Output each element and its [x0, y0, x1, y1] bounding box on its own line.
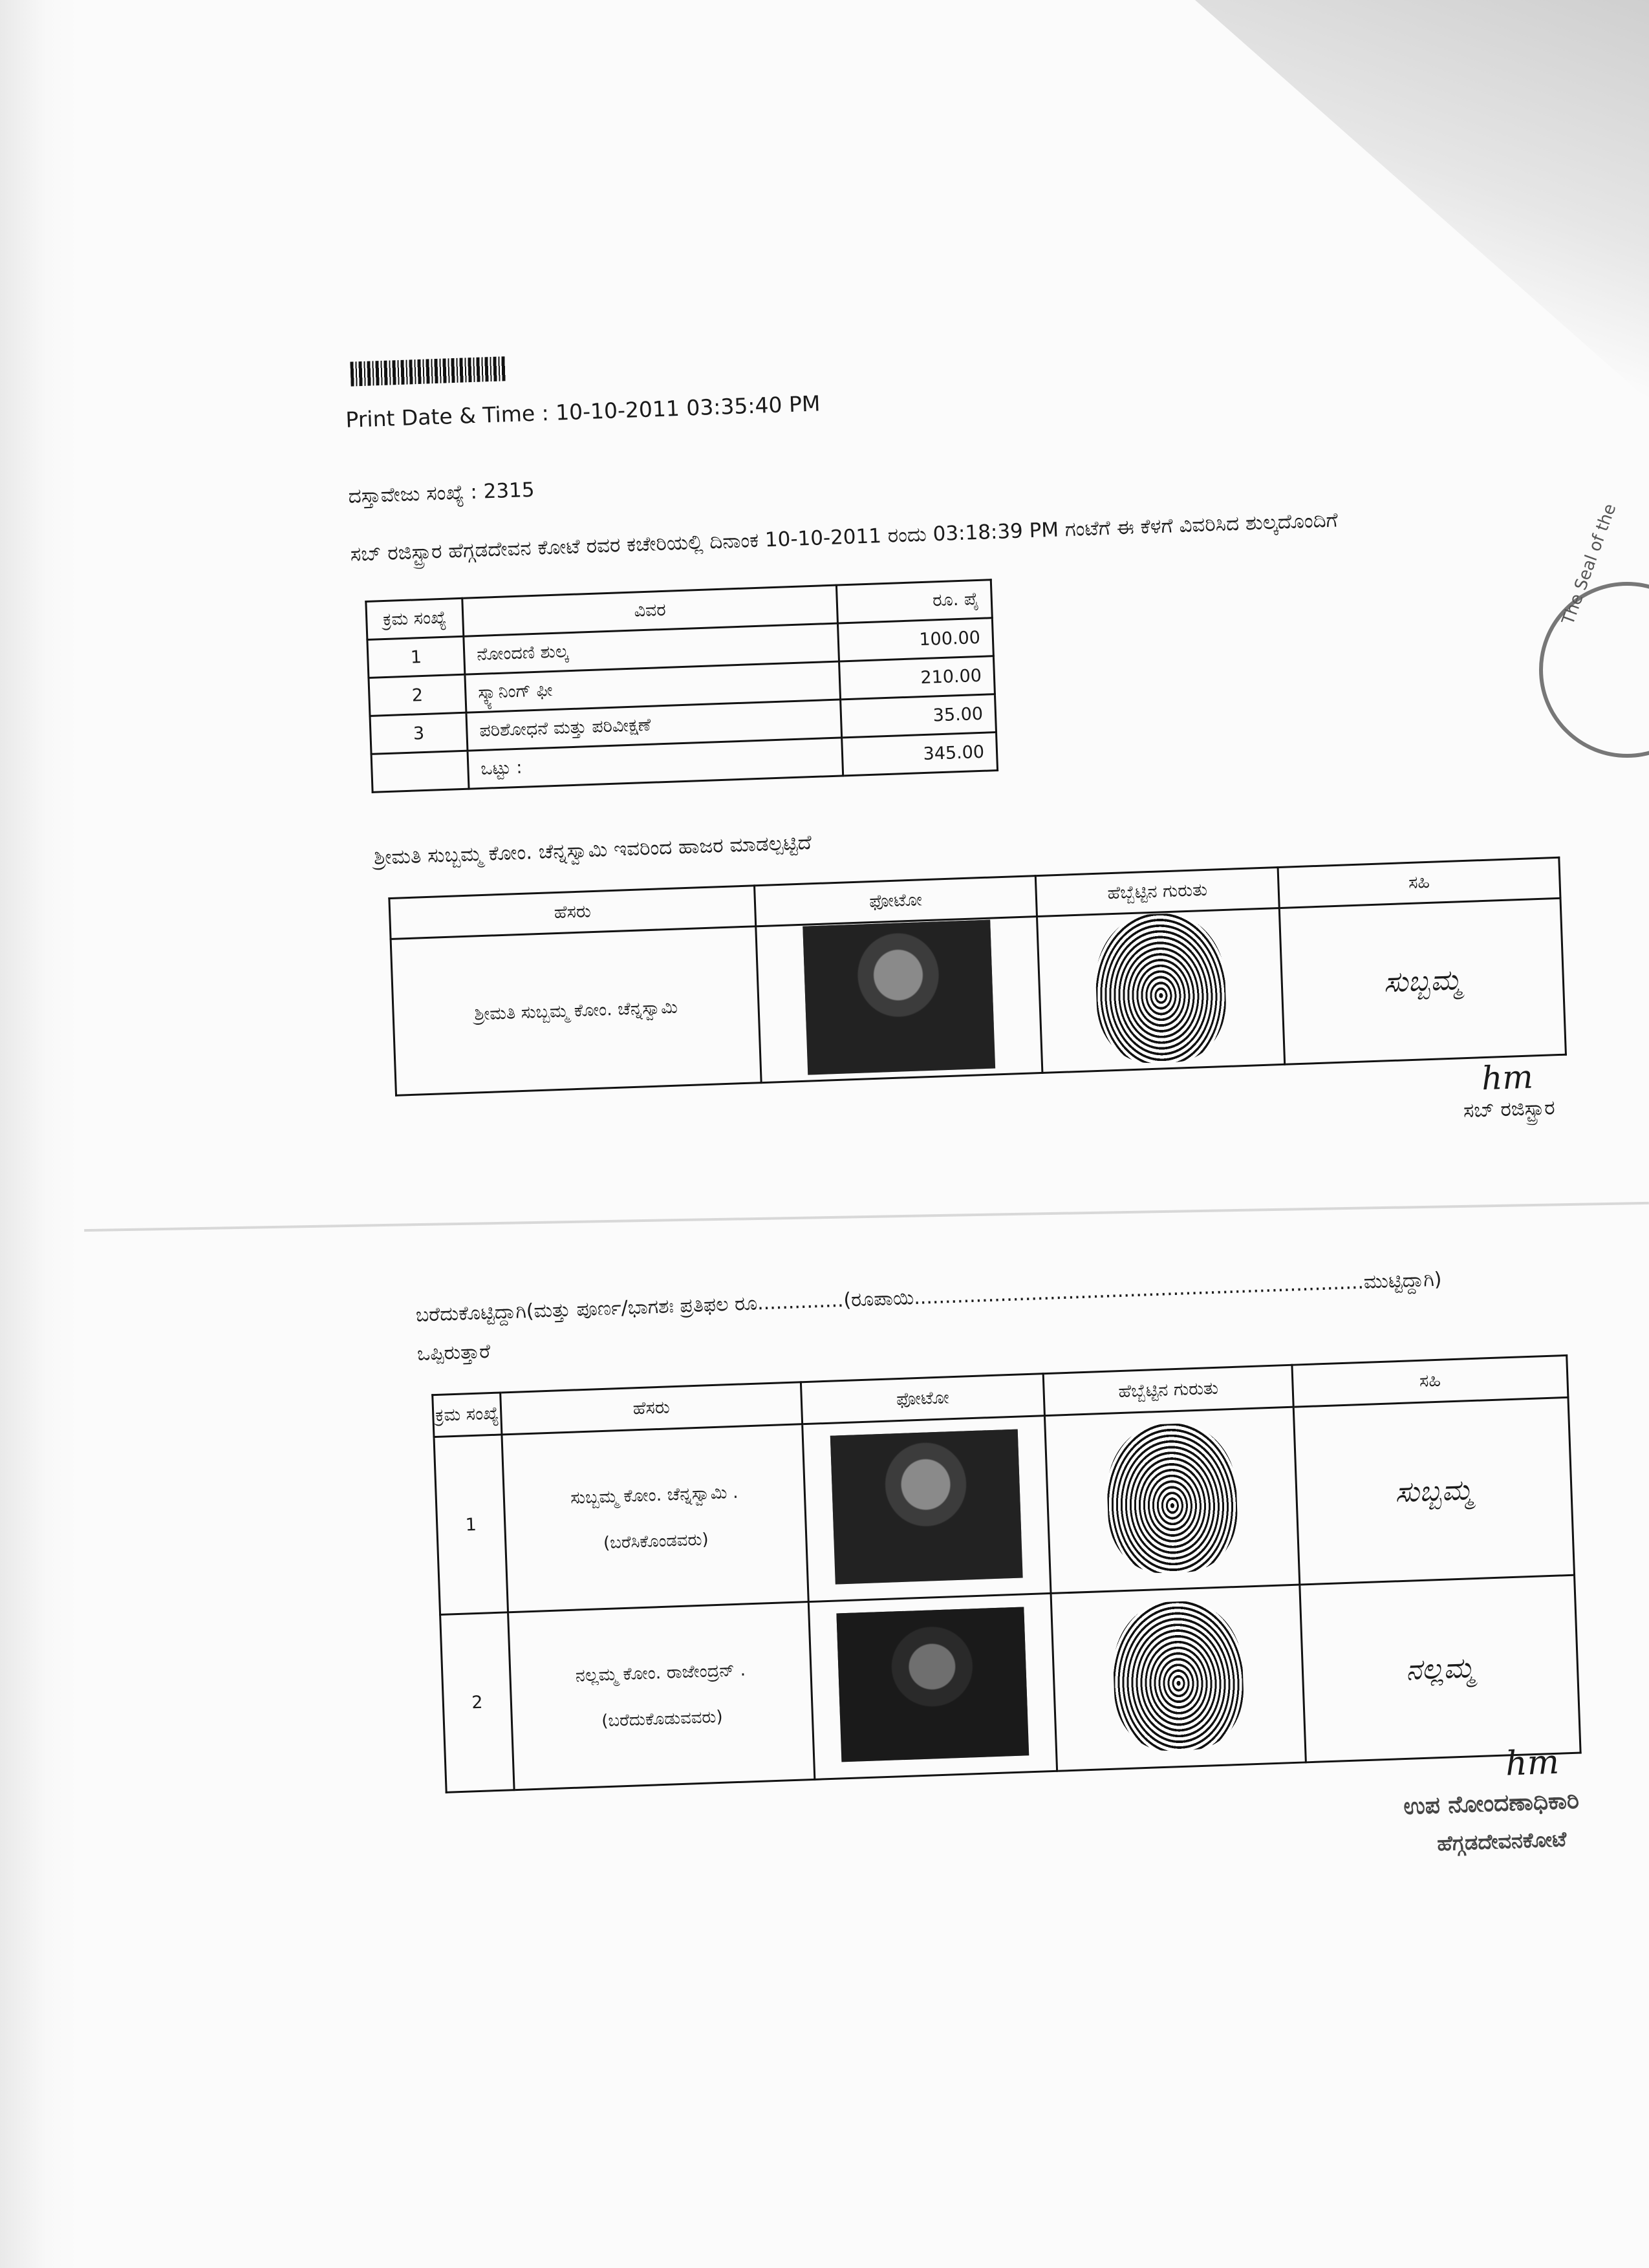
page-left-edge [0, 0, 78, 2268]
print-date-time: Print Date & Time : 10-10-2011 03:35:40 PM [345, 390, 821, 433]
presenter-header-photo: ಫೋಟೋ [755, 876, 1037, 926]
subregistrar-label: ಸಬ್ ರಜಿಸ್ಟ್ರಾರ [1463, 1096, 1556, 1123]
fee-amount: 100.00 [837, 618, 993, 661]
presenter-photo-cell [756, 917, 1042, 1083]
officer-stamp-place: ಹೆಗ್ಗಡದೇವನಕೋಟೆ [1436, 1826, 1567, 1856]
fee-total-empty [371, 751, 469, 792]
parties-header-name: ಹೆಸರು [501, 1382, 803, 1435]
presented-by-statement: ಶ್ರೀಮತಿ ಸುಬ್ಬಮ್ಮ ಕೋಂ. ಚೆನ್ನಸ್ವಾಮಿ ಇವರಿಂದ ಹಾಜರ ಮಾಡಲ್ಪಟ್ಟಿದೆ [373, 831, 812, 870]
fee-description: ಸ್ಕ್ಯಾನಿಂಗ್ ಫೀ [465, 661, 841, 712]
signature-mark: ನಲ್ಲಮ್ಮ [1405, 1651, 1475, 1687]
fee-table [365, 579, 998, 793]
consideration-statement: ಬರೆದುಕೊಟ್ಟಿದ್ದಾಗಿ(ಮತ್ತು ಪೂರ್ಣ/ಭಾಗಶಃ ಪ್ರತಿಫಲ ರೂ..............(ರೂಪಾಯಿ.........................................................................ಮುಟ್ಟಿದ್ದಾಗಿ) [415, 1268, 1443, 1327]
signature-mark: ಸುಬ್ಬಮ್ಮ [1383, 963, 1462, 1000]
document-number: ದಸ್ತಾವೇಜು ಸಂಖ್ಯೆ : 2315 [348, 478, 535, 508]
fingerprint-icon [1105, 1421, 1240, 1574]
parties-header-thumb: ಹೆಬ್ಬೆಟ್ಟಿನ ಗುರುತು [1043, 1365, 1293, 1415]
party-signature [1293, 1397, 1574, 1585]
fee-serial: 2 [369, 674, 466, 716]
fingerprint-icon [1094, 912, 1228, 1065]
fee-description: ನೋಂದಣಿ ಶುಲ್ಕ [464, 623, 839, 674]
fingerprint-icon [1111, 1599, 1245, 1752]
party-photo [836, 1607, 1029, 1762]
office-statement: ಸಬ್ ರಜಿಸ್ಟ್ರಾರ ಹೆಗ್ಗಡದೇವನ ಕೋಟೆ ರವರ ಕಚೇರಿಯಲ್ಲಿ ದಿನಾಂಕ 10-10-2011 ರಂದು 03:18:39 PM ಗಂಟೆಗೆ ಈ ಕೆಳಗೆ ವಿವರಿಸಿದ ಶುಲ್ಕದೊಂದಿಗೆ [350, 508, 1339, 566]
office-seal-text: The Seal of the [1558, 501, 1621, 628]
party-serial: 2 [440, 1612, 515, 1792]
subregistrar-signature: hm [1481, 1058, 1534, 1098]
fee-total-label: ಒಟ್ಟು : [468, 738, 843, 789]
officer-signature: hm [1505, 1742, 1560, 1784]
parties-header-sign: ಸಹಿ [1292, 1355, 1568, 1407]
fee-amount: 210.00 [839, 656, 995, 700]
fee-serial: 1 [367, 636, 465, 678]
presenter-thumb-cell [1037, 908, 1284, 1073]
presenter-header-sign: ಸಹಿ [1278, 857, 1560, 908]
presenter-header-name: ಹೆಸರು [389, 886, 756, 939]
party-thumb-cell [1044, 1407, 1299, 1593]
party-name: ನಲ್ಲಮ್ಮ ಕೋಂ. ರಾಜೇಂದ್ರನ್ . [575, 1660, 746, 1686]
party-signature [1300, 1575, 1580, 1762]
officer-stamp-title: ಉಪ ನೋಂದಣಾಧಿಕಾರಿ [1403, 1787, 1580, 1821]
party-role: (ಬರೆಸಿಕೊಂಡವರು) [603, 1529, 709, 1553]
presenter-signature [1279, 898, 1566, 1064]
fee-header-description: ವಿವರ [462, 585, 838, 636]
parties-header-serial: ಕ್ರಮ ಸಂಖ್ಯೆ [433, 1393, 502, 1437]
party-name: ಸುಬ್ಬಮ್ಮ ಕೋಂ. ಚೆನ್ನಸ್ವಾಮಿ . [570, 1482, 739, 1508]
fee-header-amount: ರೂ. ಪೈ [836, 580, 992, 623]
agrees-statement: ಒಪ್ಪಿರುತ್ತಾರೆ [416, 1340, 491, 1365]
signature-mark: ಸುಬ್ಬಮ್ಮ [1394, 1473, 1474, 1509]
party-photo-cell [803, 1416, 1051, 1602]
party-role: (ಬರೆದುಕೊಡುವವರು) [601, 1707, 724, 1731]
fee-total-amount: 345.00 [842, 733, 998, 776]
presenter-table [388, 857, 1567, 1097]
party-photo-cell [808, 1593, 1057, 1779]
party-thumb-cell [1051, 1585, 1306, 1771]
presenter-photo [803, 920, 995, 1075]
party-name-cell [508, 1602, 815, 1790]
party-serial: 1 [434, 1435, 508, 1614]
fee-serial: 3 [370, 712, 468, 754]
fee-header-serial: ಕ್ರಮ ಸಂಖ್ಯೆ [366, 598, 464, 639]
parties-table [431, 1354, 1581, 1793]
fee-description: ಪರಿಶೋಧನೆ ಮತ್ತು ಪರಿವೀಕ್ಷಣೆ [466, 700, 842, 751]
parties-header-photo: ಫೋಟೋ [801, 1374, 1044, 1424]
fee-amount: 35.00 [841, 694, 997, 738]
party-photo [830, 1429, 1023, 1584]
presenter-name: ಶ್ರೀಮತಿ ಸುಬ್ಬಮ್ಮ ಕೋಂ. ಚೆನ್ನಸ್ವಾಮಿ [391, 926, 761, 1096]
party-name-cell [502, 1424, 808, 1612]
presenter-header-thumb: ಹೆಬ್ಬೆಟ್ಟಿನ ಗುರುತು [1035, 868, 1279, 917]
